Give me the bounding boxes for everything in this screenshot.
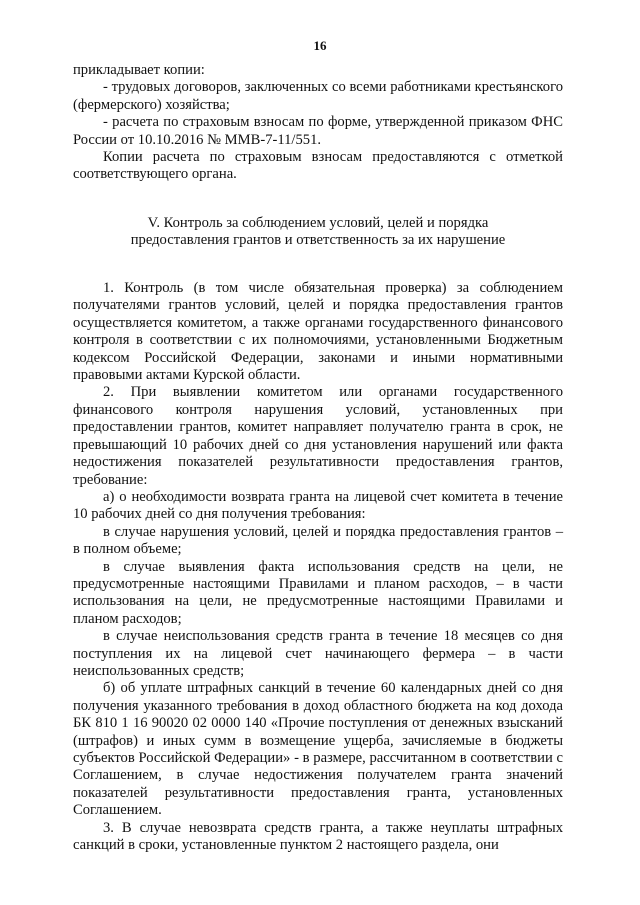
list-item: - трудовых договоров, заключенных со всеми работниками крестьянского (фермерского) хозяйства; [73,79,563,113]
section-title [73,215,563,250]
paragraph: в случае неиспользования средств гранта в течение 18 месяцев со дня поступления их на лицевой счет начинающего фермера – в части неиспользованных средств; [73,628,563,679]
paragraph: в случае нарушения условий, целей и порядка предоставления грантов – в полном объеме; [73,523,563,558]
section-title-line: предоставления грантов и ответственность за их нарушение [130,232,506,249]
page-number: 16 [313,38,327,53]
paragraph: 2. При выявлении комитетом или органами государственного финансового контроля нарушения условий, установленных при предоставлении грантов, комитет направляет получателю гранта в срок, не превышающий 10 рабочих дней со дня установления нарушений или факта недостижения показателей результативности предоставления грантов, требование: [73,384,563,488]
list-item: - расчета по страховым взносам по форме, утвержденной приказом ФНС России от 10.10.2016 № ММВ-7-11/551. [73,114,563,148]
paragraph: Копии расчета по страховым взносам предоставляются с отметкой соответствующего органа. [73,149,563,183]
paragraph: 3. В случае невозврата средств гранта, а также неуплаты штрафных санкций в сроки, установленные пунктом 2 настоящего раздела, они [73,819,563,854]
paragraph: 1. Контроль (в том числе обязательная проверка) за соблюдением получателями грантов условий, целей и порядка предоставления грантов осуществляется комитетом, а также органами государственного финансового контроля в соответствии с их полномочиями, установленными Бюджетным кодексом Российской Федерации, законами и иными нормативными правовыми актами Курской области. [73,280,563,384]
paragraph: в случае выявления факта использования средств на цели, не предусмотренные настоящими Правилами и планом расходов, – в части использования на цели, не предусмотренные настоящими Правилами и планом расходов; [73,558,563,627]
paragraph: прикладывает копии: [73,62,205,78]
document-body [73,62,563,854]
section-title-line: V. Контроль за соблюдением условий, целей и порядка [147,214,489,231]
paragraph: а) о необходимости возврата гранта на лицевой счет комитета в течение 10 рабочих дней со дня получения требования: [73,488,563,523]
paragraph: б) об уплате штрафных санкций в течение 60 календарных дней со дня получения указанного требования в доход областного бюджета на код дохода БК 810 1 16 90020 02 0000 140 «Прочие поступления от денежных взысканий (штрафов) и иных сумм в возмещение ущерба, зачисляемые в бюджеты субъектов Российской Федерации» - в размере, рассчитанном в соответствии с Соглашением, в случае недостижения получателем гранта значений показателей результативности предоставления гранта, установленных Соглашением. [73,680,563,819]
